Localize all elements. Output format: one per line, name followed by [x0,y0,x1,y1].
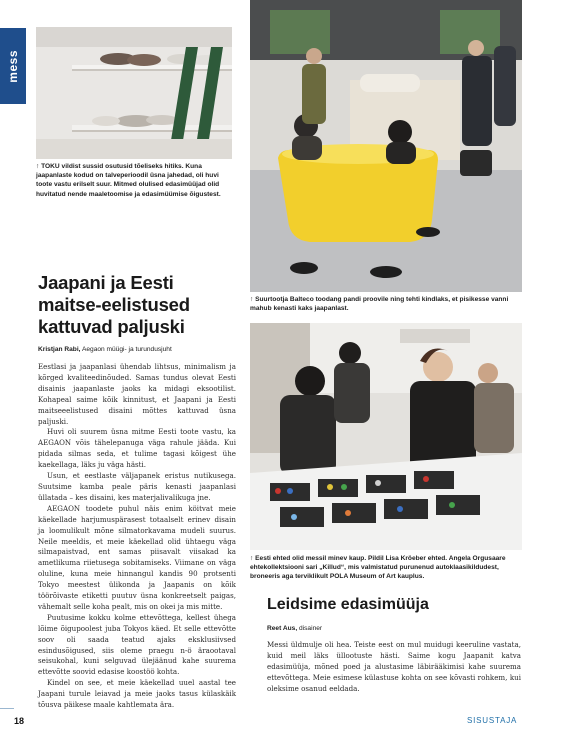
author-name: Kristjan Rabi, [38,346,81,353]
bathtub-illustration [250,0,522,292]
article1-paragraph: Puutusime kokku kolme ettevõttega, kellest ühega lõime õigupoolest juba Tokyos käed. Et selle ettevõtte soov oli saada teatud ajaks eksklusiivsed esindusõigused, siis oleme praegu n-ö äraootaval seisukohal, kuni selguvad ülejäänud kahe suurema ettevõtte soovid edasise koostöö kohta. [38,612,236,677]
article1-headline [38,272,238,338]
article1-body [38,362,236,711]
caption-jewelry: ↑ Eesti ehted olid messil minev kaup. Pildil Lisa Kröeber ehted. Angela Orgusaare ehtekollektsiooni sari „Killud“, mis valmistatud purunenud autoklaasikildudest, broneeris aga terviklikult POLA Museum of Art kauplus. [250,555,506,581]
photo-bathtub [250,0,522,292]
slippers-illustration [36,27,232,159]
article1-paragraph: Kindel on see, et meie käekellad uuel aastal tee Jaapani turule leiavad ja meie jaoks tasus külaskäik tõusva päikese maale kahtlemata ära. [38,678,236,710]
footer-magazine-name: SISUSTAJA [467,716,518,725]
article2-paragraph: Messi üldmulje oli hea. Teiste eest on mul muidugi keeruline vastata, kuid meil läks üllootuste hästi. Saime kogu Jaapanit katva edasimüüja, mõned poed ja alustasime läbirääkimisi kahe suurema ettevõttega. Meie esimese külastuse kohta on see kõvasti rohkem, kui oleksime osanud eeldada. [267,640,521,693]
article2-body [267,640,521,695]
section-tab [0,28,26,104]
footer-rule [0,708,14,709]
article1-paragraph: AEGAON toodete puhul näis enim köitvat meie käekellade harjumuspärasest totaalselt erinev disain ja loomulikult mõne silmatorkavama mudeli suurus. Neile meeldis, et meie käekellad olid ühtaegu väga silmapaistvad, ent samas piisavalt viisakad ka ametlikuma riietusega sobitamiseks. Viimane on väga oluline, kuna meie hinnangul kandis 90 protsenti Tokyo meestest ülikonda ja Jaapanis on kõik töörõivaste etiketti puutuv üsna konkreetselt paigas, vähemalt selle koha pealt, mis on okei ja mis mitte. [38,503,236,611]
author-role: Aegaon müügi- ja turundusjuht [80,346,172,353]
headline-line: Jaapani ja Eesti [38,272,174,293]
author-role: disainer [297,625,323,632]
page-number: 18 [14,716,25,726]
article1-paragraph: Usun, et eestlaste väljapanek eristus nutikusega. Suutsime kamba peale päris kenasti jaapanlasi üllatada – kes disaini, kes materjalivalikuga jne. [38,471,236,502]
article2-headline: Leidsime edasimüüja [267,596,429,613]
headline-line: kattuvad paljuski [38,316,185,337]
jewelry-illustration [250,323,522,550]
photo-slippers [36,27,232,159]
author-name: Reet Aus, [267,625,298,632]
section-tab-label: mess [6,49,20,83]
photo-jewelry [250,323,522,550]
article2-byline [267,625,521,632]
caption-balteco: ↑ Suurtootja Balteco toodang pandi proovile ning tehti kindlaks, et pisikesse vanni mahub kenasti kaks jaapanlast. [250,296,509,313]
caption-toku: ↑ TOKU vildist sussid osutusid tõeliseks hitiks. Kuna jaapanlaste kodud on talveperioodil üsna jahedad, oli huvi toote vastu erilselt suur. Mitmed olulised edasimüüjad olid huvitatud nende maaletoomise ja edasimüümise õigustest. [36,163,221,198]
article1-byline [38,346,238,353]
article1-paragraph: Eestlasi ja jaapanlasi ühendab lihtsus, minimalism ja kõrged kvaliteedinõuded. Samas tundus olevat Eesti disainis jaapanlaste jaoks ka midagi eksootilist. Kohapeal saime kõik kinnitust, et Jaapani ja Eesti maitseeelistused disaini mõttes kattuvad üsna paljuski. [38,362,236,426]
article1-paragraph: Huvi oli suurem üsna mitme Eesti toote vastu, ka AEGAON võis tähelepanuga väga rahule jääda. Kui pidada silmas seda, et tulime tagasi kõigest ühe kaekellaga, läks ju väga hästi. [38,427,236,470]
headline-line: maitse-eelistused [38,294,190,315]
